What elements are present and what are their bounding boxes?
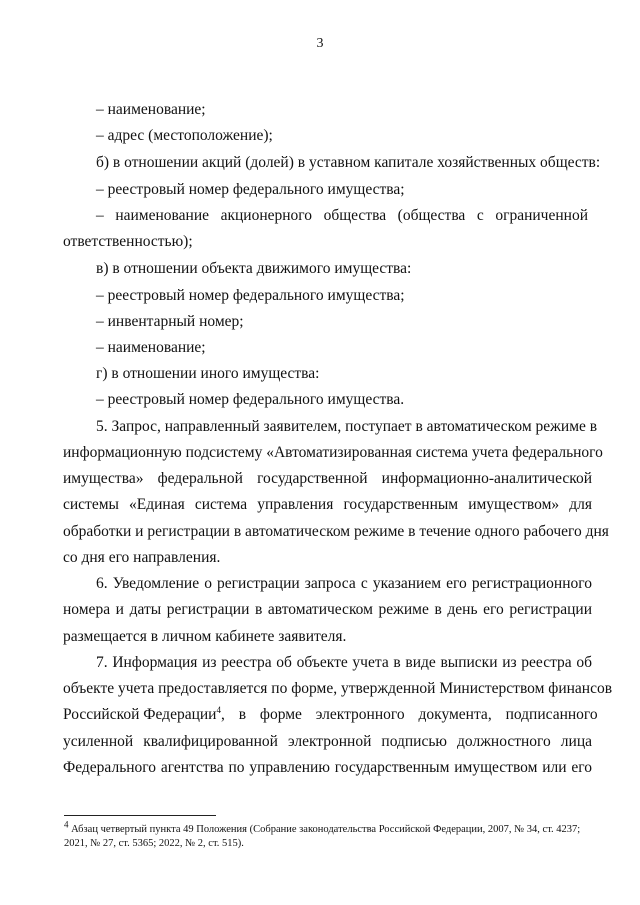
text-line: 5. Запрос, направленный заявителем, поступает в автоматическом режиме в (96, 418, 598, 435)
footnote-separator (64, 815, 216, 816)
text-line: размещается в личном кабинете заявителя. (63, 628, 347, 645)
text-line: имущества» федеральной государственной информационно-аналитической (63, 470, 592, 487)
text-line: – реестровый номер федерального имущества; (96, 287, 405, 304)
text-fragment: Российской Федерации (63, 706, 217, 723)
text-line: системы «Единая система управления государственным имуществом» для (63, 496, 592, 513)
text-line: 7. Информация из реестра об объекте учета в виде выписки из реестра об (96, 654, 592, 671)
footnote-line (64, 819, 581, 836)
text-line: объекте учета предоставляется по форме, утвержденной Министерством финансов (63, 680, 613, 697)
page-number: 3 (316, 36, 324, 51)
footnote-text: Абзац четвертый пункта 49 Положения (Собрание законодательства Российской Федерации, 2007, № 34, ст. 4237; (71, 824, 581, 835)
text-line: – реестровый номер федерального имущества. (96, 391, 405, 408)
text-fragment: , в форме электронного документа, подписанного (220, 706, 598, 723)
text-line: – реестровый номер федерального имущества; (96, 181, 405, 198)
text-line: – инвентарный номер; (96, 313, 244, 330)
text-line (63, 704, 598, 724)
text-line: со дня его направления. (63, 549, 221, 566)
text-line: информационную подсистему «Автоматизированная система учета федерального (63, 444, 603, 461)
footnote-line: 2021, № 27, ст. 5365; 2022, № 2, ст. 515). (64, 838, 244, 849)
text-line: Федерального агентства по управлению государственным имуществом или его (63, 759, 592, 776)
footnote-ref: 4 (216, 704, 221, 715)
text-line: усиленной квалифицированной электронной подписью должностного лица (63, 733, 592, 750)
text-line: в) в отношении объекта движимого имущества: (96, 260, 412, 277)
text-line: – наименование; (96, 101, 206, 118)
text-line: 6. Уведомление о регистрации запроса с указанием его регистрационного (96, 575, 592, 592)
footnote-mark: 4 (64, 819, 69, 830)
text-line: номера и даты регистрации в автоматическом режиме в день его регистрации (63, 601, 592, 618)
text-line: – наименование; (96, 339, 206, 356)
text-line: ответственностью); (63, 233, 193, 250)
text-line: г) в отношении иного имущества: (96, 365, 320, 382)
text-line: – наименование акционерного общества (общества с ограниченной (96, 207, 588, 224)
text-line: – адрес (местоположение); (96, 127, 273, 144)
text-line: обработки и регистрации в автоматическом режиме в течение одного рабочего дня (63, 523, 609, 540)
text-line: б) в отношении акций (долей) в уставном капитале хозяйственных обществ: (96, 154, 601, 171)
